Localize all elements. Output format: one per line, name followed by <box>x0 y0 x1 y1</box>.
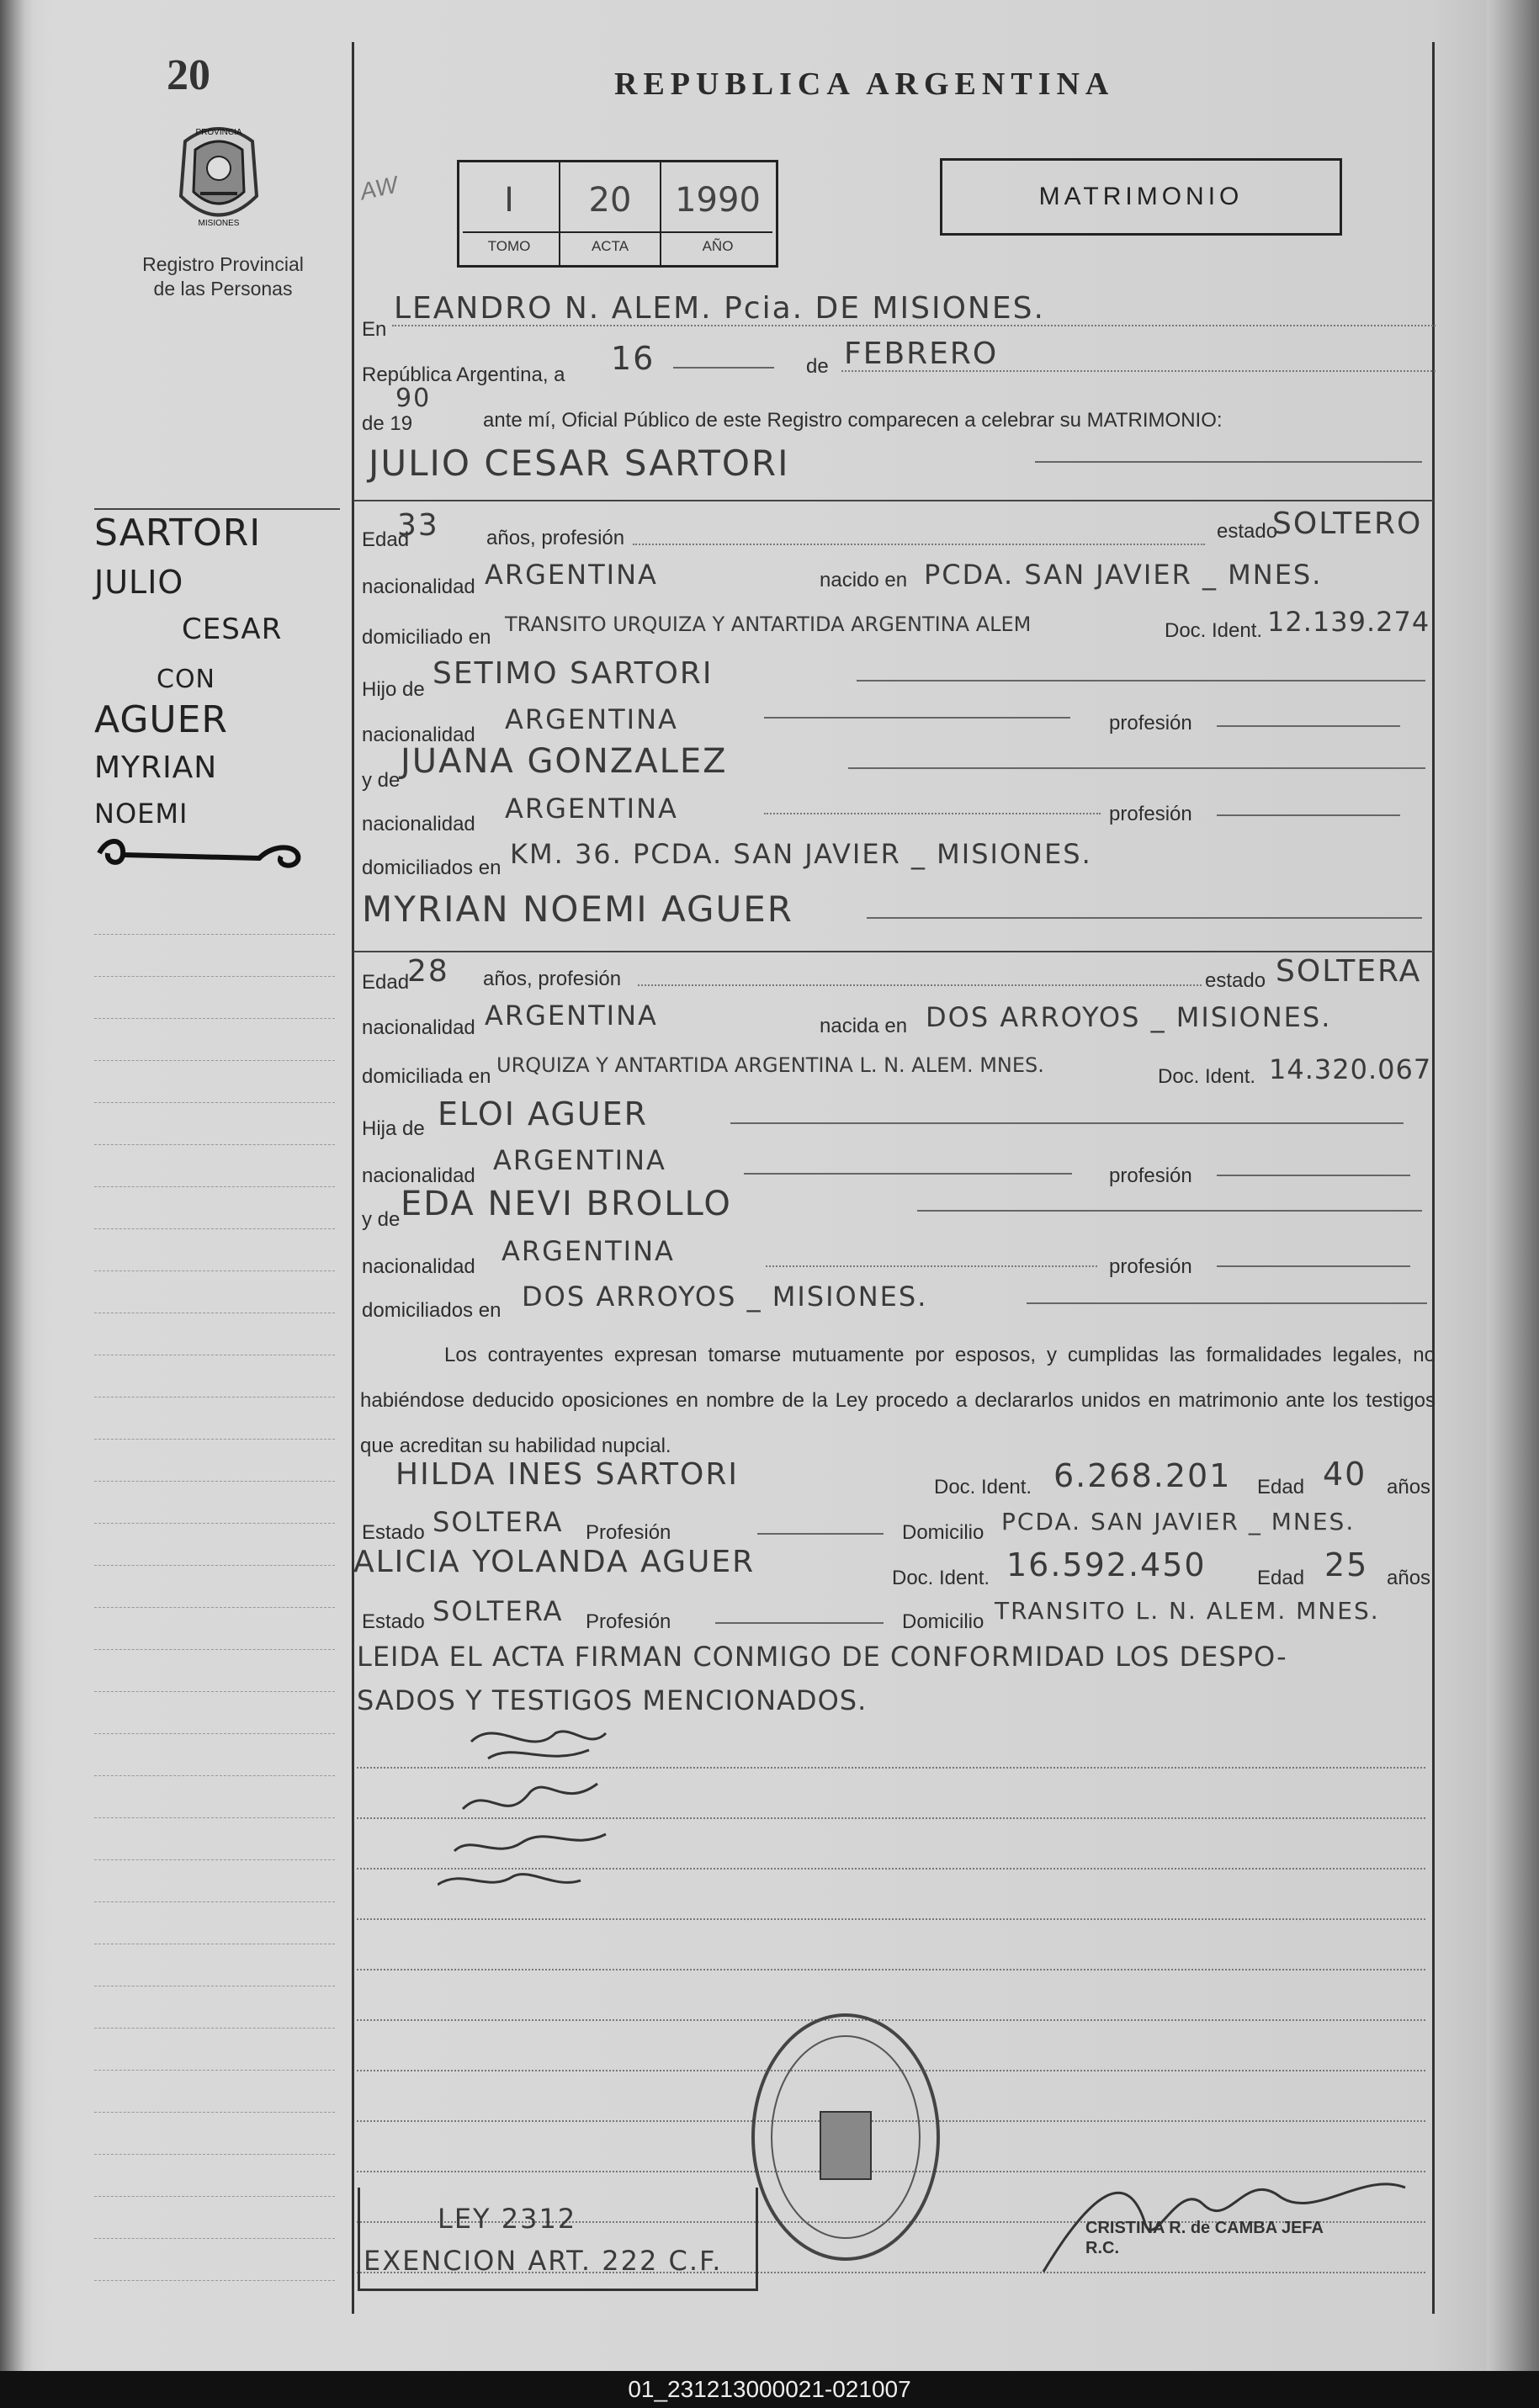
witness-1-edad-label: Edad <box>1257 1476 1305 1498</box>
groom-padre-profesion-label: profesión <box>1109 712 1192 735</box>
bride-separator <box>353 951 1434 952</box>
acta-label: ACTA <box>591 238 629 254</box>
witness-2-doc-label: Doc. Ident. <box>892 1567 990 1589</box>
bride-madre-line <box>917 1210 1422 1212</box>
witness-1-profesion-label: Profesión <box>586 1521 671 1544</box>
bride-name: MYRIAN NOEMI AGUER <box>362 888 793 930</box>
groom-madre-line <box>848 767 1425 769</box>
svg-text:MISIONES: MISIONES <box>198 219 240 228</box>
book-binding <box>0 0 25 2371</box>
bride-madre-profesion-line <box>1217 1265 1410 1267</box>
svg-text:PROVINCIA: PROVINCIA <box>195 128 242 137</box>
initials-mark: AW <box>358 171 401 205</box>
official-round-stamp-icon <box>740 2002 951 2263</box>
margin-rule <box>94 976 335 977</box>
margin-rule <box>94 1691 335 1692</box>
groom-hijo-label: Hijo de <box>362 678 425 701</box>
registry-line-1: Registro Provincial <box>142 253 304 275</box>
signatures-handwritten <box>438 1708 656 1893</box>
bride-y-de-label: y de <box>362 1208 401 1231</box>
margin-rule <box>94 1649 335 1650</box>
groom-madre-nac-line <box>764 813 1101 814</box>
margin-surname-bride: AGUER <box>94 698 228 741</box>
groom-madre-nac: ARGENTINA <box>505 793 678 825</box>
margin-rule <box>94 2154 335 2155</box>
bride-doms-label: domiciliados en <box>362 1299 502 1322</box>
bride-padre-profesion-line <box>1217 1175 1410 1176</box>
margin-rule <box>94 2280 335 2281</box>
year-prefix: de 19 <box>362 412 413 435</box>
bride-profesion-line <box>638 984 1202 986</box>
bride-estado: SOLTERA <box>1276 954 1422 989</box>
witness-2-profesion-line <box>715 1622 884 1624</box>
bride-madre-nac: ARGENTINA <box>502 1235 675 1267</box>
groom-name-line <box>1035 461 1422 463</box>
bride-edad: 28 <box>407 954 449 989</box>
margin-rule <box>94 1270 335 1271</box>
groom-profesion-label: años, profesión <box>486 527 625 549</box>
ley-line-1: LEY 2312 <box>438 2203 577 2235</box>
bride-nac-label: nacionalidad <box>362 1016 475 1039</box>
margin-rule <box>94 1018 335 1019</box>
bride-padres-dom: DOS ARROYOS _ MISIONES. <box>522 1281 928 1313</box>
margin-rule <box>94 1775 335 1776</box>
signature-line-4 <box>357 1918 1425 1920</box>
bride-nacida-label: nacida en <box>820 1015 908 1037</box>
witness-1-edad: 40 <box>1323 1456 1367 1493</box>
bride-padre: ELOI AGUER <box>438 1095 649 1132</box>
groom-nacido: PCDA. SAN JAVIER _ MNES. <box>924 559 1323 591</box>
groom-madre: JUANA GONZALEZ <box>401 742 728 781</box>
provincial-seal-icon <box>168 116 269 234</box>
groom-madre-profesion-line <box>1217 814 1400 816</box>
groom-dom-label: domiciliado en <box>362 626 491 649</box>
bride-madre-nac-label: nacionalidad <box>362 1255 475 1278</box>
groom-nacido-label: nacido en <box>820 569 908 591</box>
margin-name-4: NOEMI <box>94 798 188 830</box>
margin-rule <box>94 1228 335 1229</box>
witness-2-edad-label: Edad <box>1257 1567 1305 1589</box>
witness-2-dom-label: Domicilio <box>902 1610 984 1633</box>
witness-2-name: ALICIA YOLANDA AGUER <box>353 1545 756 1579</box>
margin-name-1: JULIO <box>94 564 184 601</box>
tomo-label: TOMO <box>487 238 531 254</box>
registry-title <box>126 252 320 301</box>
margin-rule <box>94 1439 335 1440</box>
groom-padre-nac: ARGENTINA <box>505 703 678 735</box>
groom-padres-dom: KM. 36. PCDA. SAN JAVIER _ MISIONES. <box>510 838 1092 870</box>
page-edge <box>1487 0 1539 2371</box>
acta-cell <box>560 162 661 265</box>
margin-rule <box>94 1565 335 1566</box>
groom-estado-label: estado <box>1217 520 1278 543</box>
witness-2-doc: 16.592.450 <box>1006 1546 1207 1583</box>
witness-1-profesion-line <box>757 1533 884 1535</box>
bride-domicilio: URQUIZA Y ANTARTIDA ARGENTINA L. N. ALEM. MNES. <box>496 1053 1044 1077</box>
bride-estado-label: estado <box>1205 969 1266 992</box>
date-de-label: de <box>806 355 829 378</box>
witness-2-anos: años <box>1387 1567 1431 1589</box>
groom-separator <box>353 500 1434 501</box>
image-id-footer: 01_231213000021-021007 <box>0 2371 1539 2408</box>
margin-rule <box>94 1733 335 1734</box>
bride-madre-profesion-label: profesión <box>1109 1255 1192 1278</box>
groom-madre-profesion-label: profesión <box>1109 803 1192 825</box>
bride-doc-label: Doc. Ident. <box>1158 1065 1256 1088</box>
margin-name-2: CESAR <box>182 613 283 646</box>
groom-madre-nac-label: nacionalidad <box>362 813 475 835</box>
right-border <box>1432 42 1435 2314</box>
witness-2-estado: SOLTERA <box>433 1595 564 1627</box>
margin-rule <box>94 934 335 935</box>
margin-rule <box>94 2196 335 2197</box>
document-type-box: MATRIMONIO <box>940 158 1342 236</box>
groom-profesion-line <box>633 544 1205 545</box>
margin-rule <box>94 1901 335 1902</box>
witness-2-estado-label: Estado <box>362 1610 425 1633</box>
groom-doc-label: Doc. Ident. <box>1165 619 1263 642</box>
margin-rule <box>94 1397 335 1398</box>
declaration-text: Los contrayentes expresan tomarse mutuamente por esposos, y cumplidas las formalidades legales, no habiéndose deducido oposiciones en nombre de la Ley procedo a declararlos unidos en matrimonio ante los testigos que acreditan su habilidad nupcial. <box>360 1344 1436 1457</box>
witness-2-edad: 25 <box>1324 1546 1369 1583</box>
tomo-cell <box>459 162 560 265</box>
acta-reference-table <box>457 160 778 268</box>
place-label: En <box>362 318 387 341</box>
margin-rule <box>94 2028 335 2029</box>
margin-rule <box>94 1102 335 1103</box>
margin-rule <box>94 2070 335 2071</box>
ley-line-2: EXENCION ART. 222 C.F. <box>364 2245 723 2277</box>
date-day-line <box>673 367 774 369</box>
groom-padre-line <box>857 680 1425 682</box>
groom-padre-profesion-line <box>1217 725 1400 727</box>
groom-padre: SETIMO SARTORI <box>433 656 714 691</box>
bride-padre-nac: ARGENTINA <box>493 1144 666 1176</box>
groom-domicilio: TRANSITO URQUIZA Y ANTARTIDA ARGENTINA ALEM <box>505 613 1032 636</box>
margin-con: CON <box>157 665 216 694</box>
witness-1-estado-label: Estado <box>362 1521 425 1544</box>
margin-rule <box>94 1186 335 1187</box>
bride-name-line <box>867 917 1422 919</box>
bride-padre-nac-line <box>744 1173 1072 1175</box>
groom-nacionalidad: ARGENTINA <box>485 559 658 591</box>
ano-cell <box>661 162 774 265</box>
registry-line-2: de las Personas <box>153 278 293 300</box>
date-month-line <box>841 370 1436 372</box>
witness-2-profesion-label: Profesión <box>586 1610 671 1633</box>
groom-doms-label: domiciliados en <box>362 857 502 879</box>
margin-divider <box>352 42 354 2314</box>
margin-name-3: MYRIAN <box>94 751 218 785</box>
groom-y-de-label: y de <box>362 769 401 792</box>
ano-value: 1990 <box>675 181 761 220</box>
bride-madre: EDA NEVI BROLLO <box>401 1185 732 1223</box>
bride-padre-line <box>730 1122 1404 1124</box>
place-line <box>392 325 1436 326</box>
groom-doc: 12.139.274 <box>1267 606 1430 638</box>
bride-edad-label: Edad <box>362 971 410 994</box>
margin-rule <box>94 1859 335 1860</box>
groom-nac-label: nacionalidad <box>362 575 475 598</box>
closing-line-2: SADOS Y TESTIGOS MENCIONADOS. <box>357 1684 868 1716</box>
bride-doc: 14.320.067 <box>1269 1053 1432 1085</box>
bride-padre-nac-label: nacionalidad <box>362 1164 475 1187</box>
margin-rule <box>94 1481 335 1482</box>
bride-nacionalidad: ARGENTINA <box>485 1000 658 1032</box>
ano-label: AÑO <box>702 238 734 254</box>
bride-padres-dom-line <box>1027 1302 1427 1304</box>
margin-rule <box>94 1060 335 1061</box>
date-text: ante mí, Oficial Público de este Registro comparecen a celebrar su MATRIMONIO: <box>483 409 1223 432</box>
groom-padre-nac-line <box>764 717 1070 719</box>
date-label: República Argentina, a <box>362 363 565 386</box>
bride-dom-label: domiciliada en <box>362 1065 491 1088</box>
year-suffix: 90 <box>395 384 432 413</box>
bride-profesion-label: años, profesión <box>483 968 622 990</box>
country-title: REPUBLICA ARGENTINA <box>614 66 1115 102</box>
date-day: 16 <box>611 340 655 377</box>
margin-surname-groom: SARTORI <box>94 512 262 554</box>
date-month: FEBRERO <box>844 337 999 371</box>
ruled-line-5 <box>357 1969 1425 1970</box>
witness-1-doc: 6.268.201 <box>1053 1457 1232 1494</box>
tomo-value: I <box>504 181 514 220</box>
margin-rule <box>94 1607 335 1608</box>
place-value: LEANDRO N. ALEM. Pcia. DE MISIONES. <box>394 291 1045 326</box>
flourish-icon <box>91 833 310 873</box>
groom-padre-nac-label: nacionalidad <box>362 724 475 746</box>
witness-1-estado: SOLTERA <box>433 1506 564 1538</box>
acta-value: 20 <box>588 181 632 220</box>
witness-1-dom-label: Domicilio <box>902 1521 984 1544</box>
bride-hija-label: Hija de <box>362 1117 425 1140</box>
margin-rule <box>94 1144 335 1145</box>
witness-1-name: HILDA INES SARTORI <box>395 1457 739 1492</box>
margin-rule <box>94 1523 335 1524</box>
witness-1-doc-label: Doc. Ident. <box>934 1476 1032 1498</box>
groom-edad-label: Edad <box>362 528 410 551</box>
groom-name: JULIO CESAR SARTORI <box>369 443 790 484</box>
witness-1-domicilio: PCDA. SAN JAVIER _ MNES. <box>1001 1508 1356 1535</box>
official-stamp-text: CRISTINA R. de CAMBA JEFA R.C. <box>1085 2219 1324 2257</box>
margin-top-rule <box>94 508 340 510</box>
page-number: 20 <box>167 51 210 99</box>
margin-rule <box>94 1817 335 1818</box>
bride-nacida: DOS ARROYOS _ MISIONES. <box>926 1001 1332 1033</box>
witness-2-domicilio: TRANSITO L. N. ALEM. MNES. <box>995 1597 1380 1625</box>
bride-padre-profesion-label: profesión <box>1109 1164 1192 1187</box>
witness-1-anos: años <box>1387 1476 1431 1498</box>
margin-rule <box>94 2238 335 2239</box>
groom-edad: 33 <box>397 508 439 543</box>
groom-estado: SOLTERO <box>1272 507 1423 541</box>
closing-line-1: LEIDA EL ACTA FIRMAN CONMIGO DE CONFORMIDAD LOS DESPO- <box>357 1641 1287 1673</box>
margin-rule <box>94 2112 335 2113</box>
bride-madre-nac-line <box>766 1265 1097 1267</box>
